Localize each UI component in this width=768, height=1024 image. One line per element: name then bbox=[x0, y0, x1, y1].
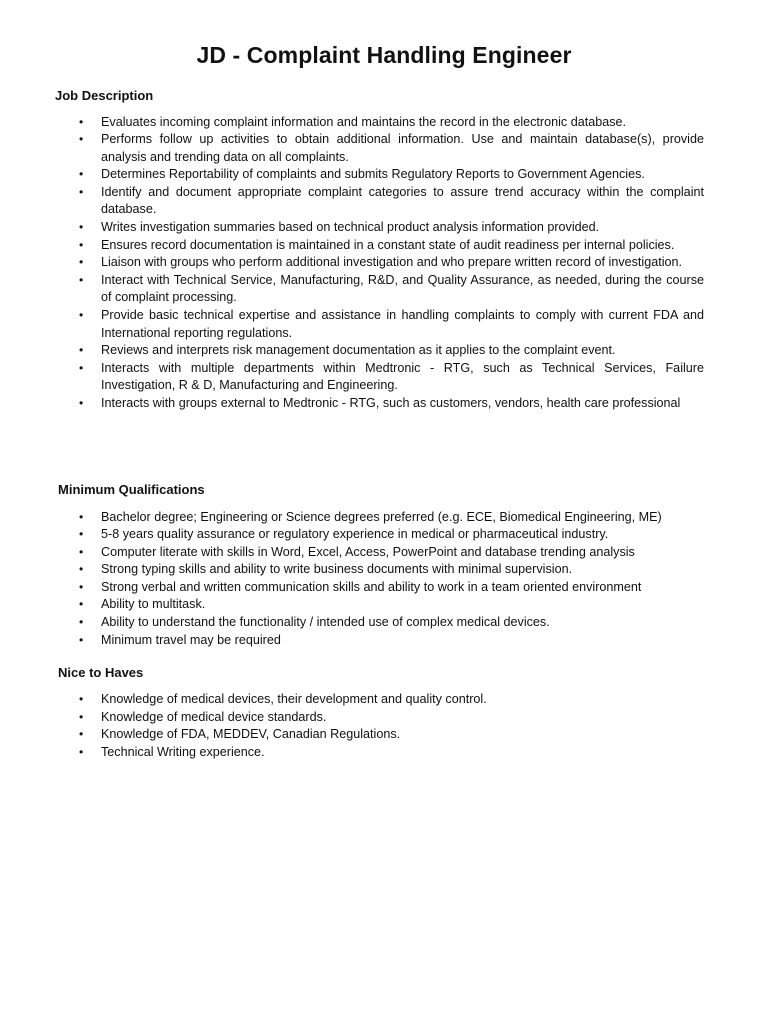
list-item: • Identify and document appropriate complaint categories to assure trend accuracy within the complaint database. bbox=[101, 184, 704, 219]
document-title: JD - Complaint Handling Engineer bbox=[196, 42, 572, 68]
list-item: • Ability to understand the functionality / intended use of complex medical devices. bbox=[101, 614, 704, 632]
list-item: • Strong verbal and written communication skills and ability to work in a team oriented environment bbox=[101, 579, 704, 597]
list-item: • Strong typing skills and ability to write business documents with minimal supervision. bbox=[101, 561, 704, 579]
section-heading-job-description: Job Description bbox=[55, 88, 154, 103]
list-item: • Liaison with groups who perform additional investigation and who prepare written record of investigation. bbox=[101, 254, 704, 272]
nice-to-haves-list bbox=[101, 691, 704, 761]
list-item: • Knowledge of medical device standards. bbox=[101, 709, 704, 727]
list-item: • 5-8 years quality assurance or regulatory experience in medical or pharmaceutical industry. bbox=[101, 526, 704, 544]
minimum-qualifications-list bbox=[101, 509, 704, 650]
list-item: • Technical Writing experience. bbox=[101, 744, 704, 762]
list-item: • Reviews and interprets risk management documentation as it applies to the complaint event. bbox=[101, 342, 704, 360]
list-item: • Knowledge of medical devices, their development and quality control. bbox=[101, 691, 704, 709]
list-item: • Evaluates incoming complaint information and maintains the record in the electronic database. bbox=[101, 114, 704, 132]
list-item: • Knowledge of FDA, MEDDEV, Canadian Regulations. bbox=[101, 726, 704, 744]
list-item: • Interacts with groups external to Medtronic - RTG, such as customers, vendors, health care professional bbox=[101, 395, 704, 413]
list-item: • Bachelor degree; Engineering or Science degrees preferred (e.g. ECE, Biomedical Engineering, ME) bbox=[101, 509, 704, 527]
list-item: • Performs follow up activities to obtain additional information. Use and maintain database(s), provide analysis and trending data on all complaints. bbox=[101, 131, 704, 166]
list-item: • Minimum travel may be required bbox=[101, 632, 704, 650]
list-item: • Provide basic technical expertise and assistance in handling complaints to comply with current FDA and International reporting regulations. bbox=[101, 307, 704, 342]
list-item: • Ability to multitask. bbox=[101, 596, 704, 614]
list-item: • Ensures record documentation is maintained in a constant state of audit readiness per internal policies. bbox=[101, 237, 704, 255]
section-heading-minimum-qualifications: Minimum Qualifications bbox=[58, 482, 205, 497]
list-item: • Interact with Technical Service, Manufacturing, R&D, and Quality Assurance, as needed, during the course of complaint processing. bbox=[101, 272, 704, 307]
list-item: • Writes investigation summaries based on technical product analysis information provided. bbox=[101, 219, 704, 237]
list-item: • Determines Reportability of complaints and submits Regulatory Reports to Government Agencies. bbox=[101, 166, 704, 184]
list-item: • Interacts with multiple departments within Medtronic - RTG, such as Technical Services, Failure Investigation, R & D, Manufacturing and Engineering. bbox=[101, 360, 704, 395]
job-description-list bbox=[101, 114, 704, 413]
list-item: • Computer literate with skills in Word, Excel, Access, PowerPoint and database trending analysis bbox=[101, 544, 704, 562]
section-heading-nice-to-haves: Nice to Haves bbox=[58, 665, 144, 680]
